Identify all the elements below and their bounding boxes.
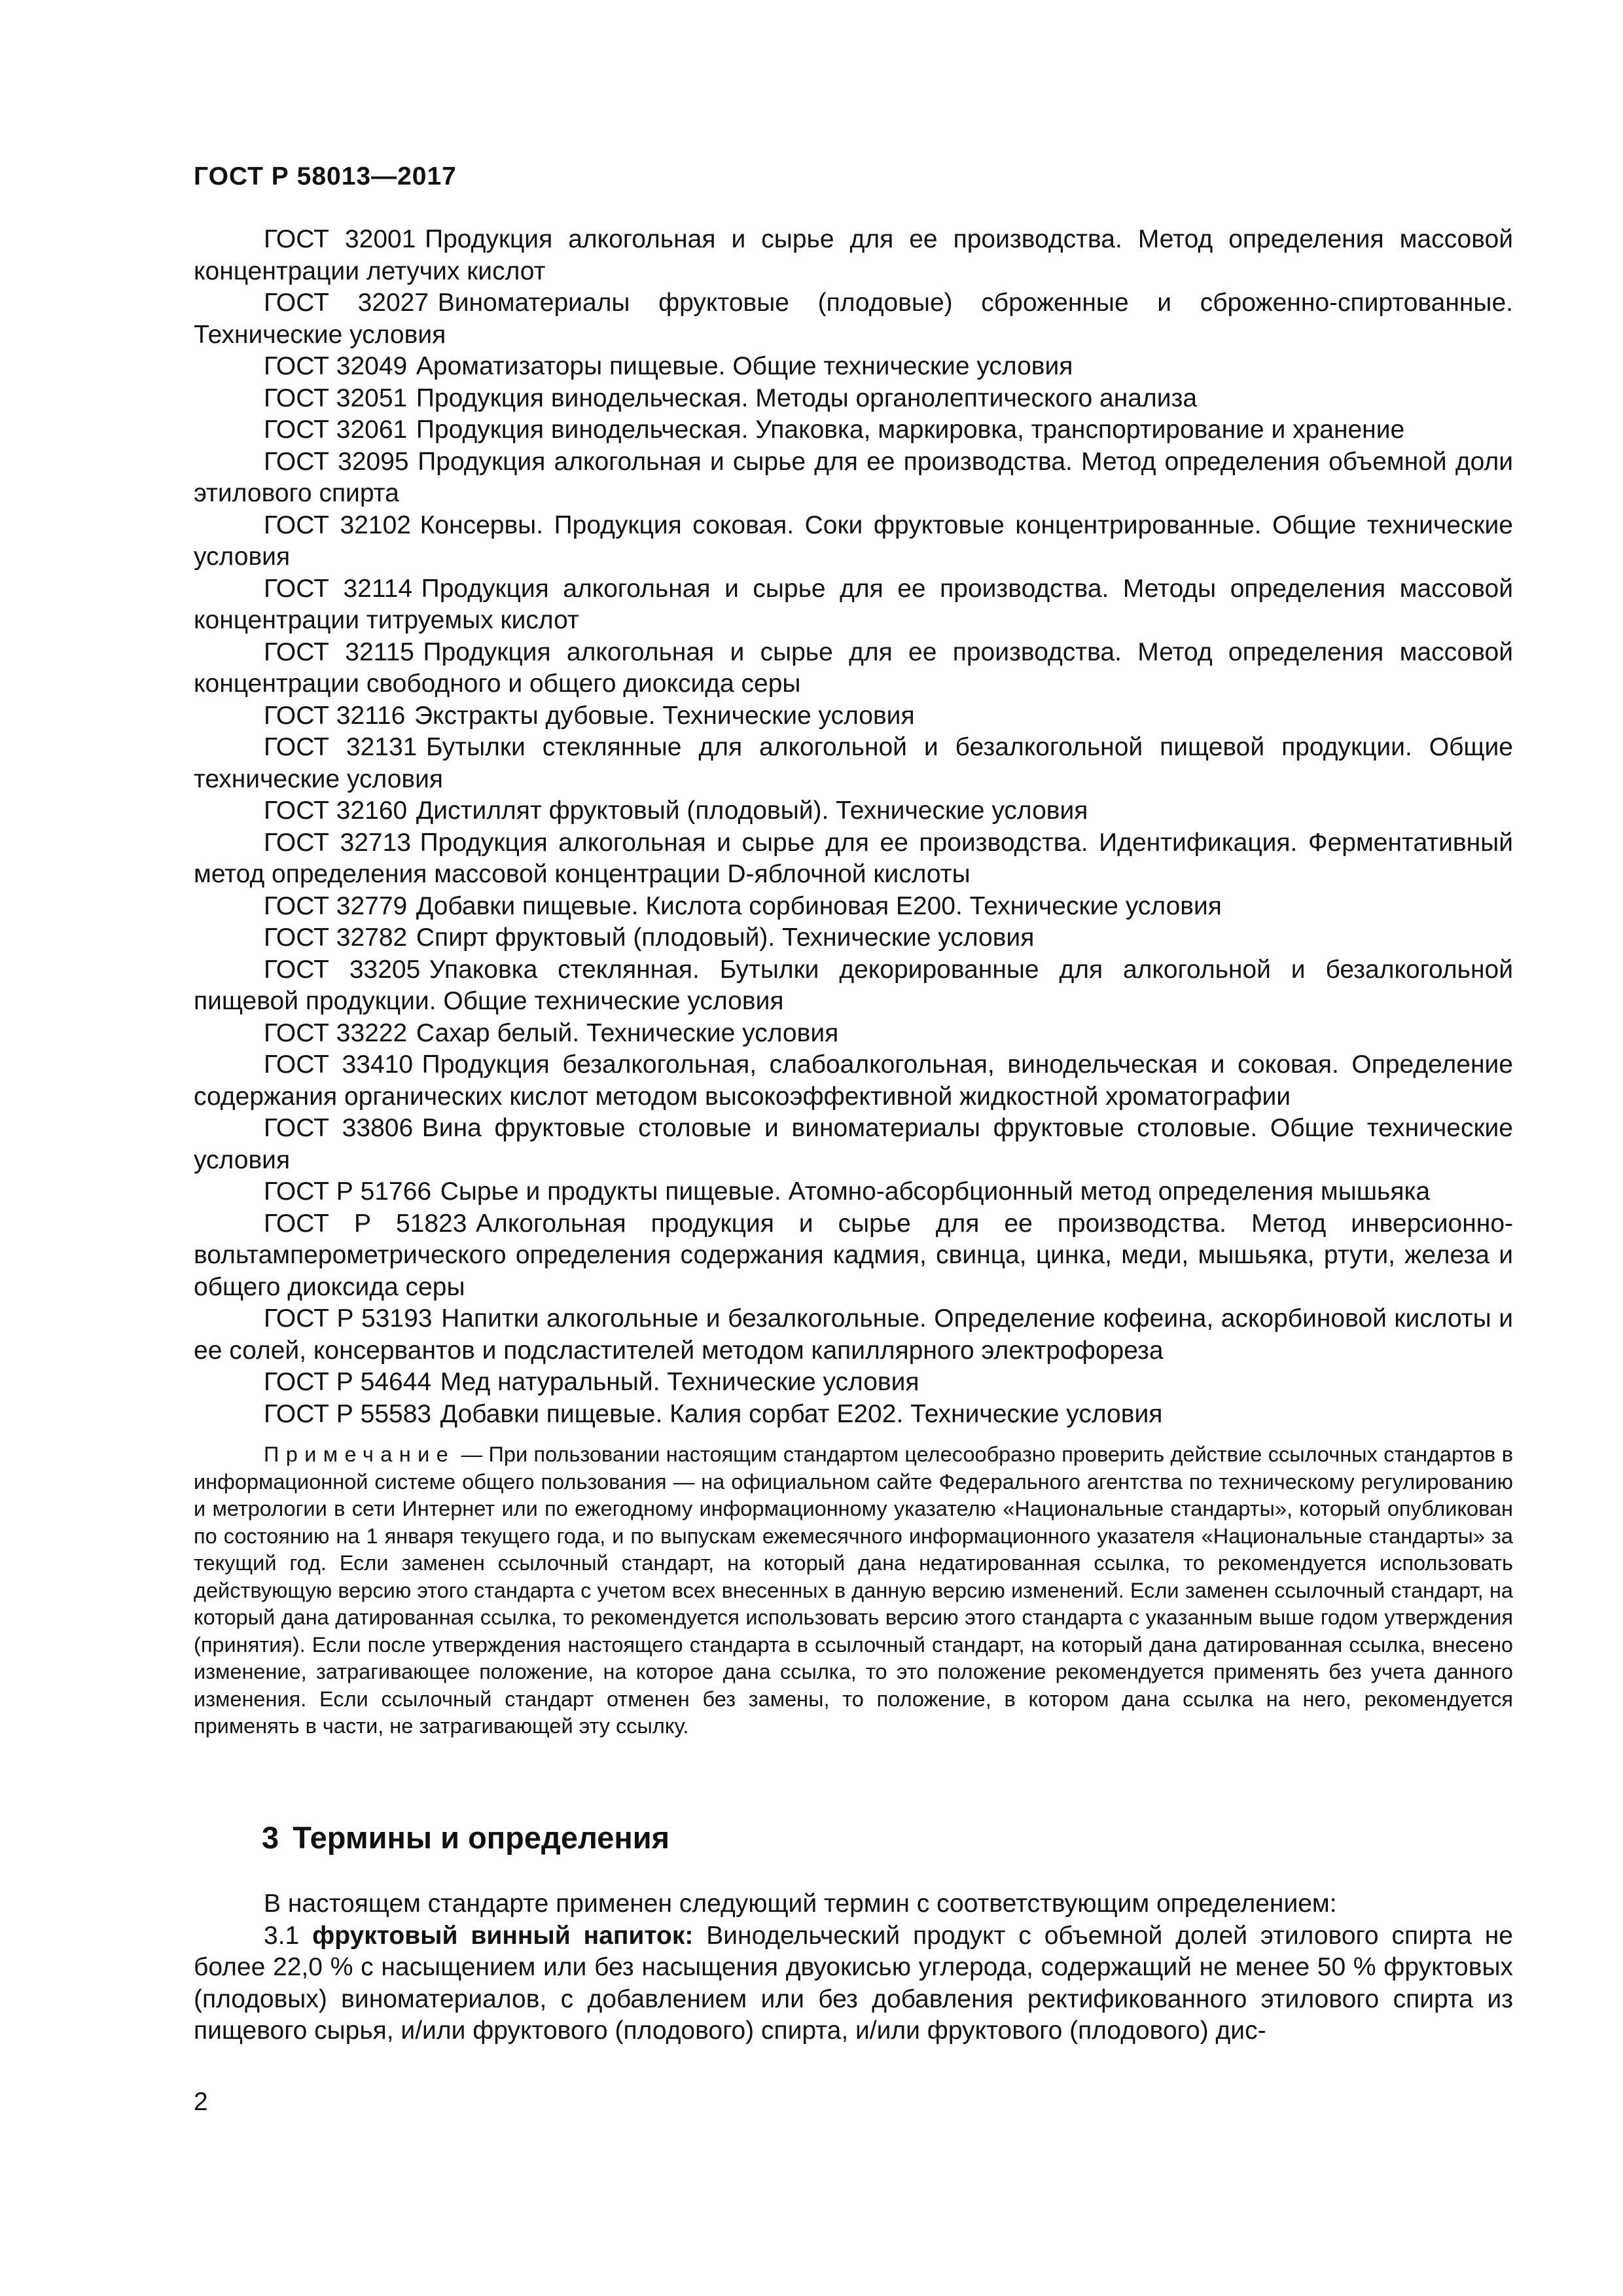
reference-code: ГОСТ 32116 [264, 701, 406, 730]
section-body [194, 1888, 1513, 2047]
defined-term: фруктовый винный напиток: [312, 1921, 694, 1950]
reference-entry [194, 573, 1513, 637]
definition-clause [194, 1920, 1513, 2047]
reference-title: Мед натуральный. Технические условия [440, 1368, 919, 1396]
reference-entry [194, 827, 1513, 891]
section-title: Термины и определения [293, 1820, 670, 1855]
note-paragraph [194, 1441, 1513, 1740]
reference-title: Консервы. Продукция соковая. Соки фруктовые концентрированные. Общие технические условия [194, 511, 1514, 571]
section-heading [262, 1820, 669, 1856]
reference-code: ГОСТ 32115 [264, 637, 414, 666]
reference-entry [194, 954, 1513, 1018]
reference-entry [194, 1113, 1513, 1176]
reference-title: Добавки пищевые. Калия сорбат Е202. Технические условия [440, 1399, 1163, 1428]
reference-entry [194, 1367, 1513, 1399]
reference-code: ГОСТ 33410 [264, 1050, 414, 1079]
reference-title: Вина фруктовые столовые и виноматериалы фруктовые столовые. Общие технические условия [194, 1114, 1513, 1174]
reference-title: Бутылки стеклянные для алкогольной и безалкогольной пищевой продукции. Общие технические условия [194, 733, 1513, 793]
reference-entry [194, 1176, 1513, 1208]
reference-code: ГОСТ Р 51766 [264, 1177, 432, 1206]
reference-code: ГОСТ Р 53193 [264, 1304, 433, 1333]
reference-code: ГОСТ 32001 [264, 225, 416, 253]
reference-title: Виноматериалы фруктовые (плодовые) сброженные и сброженно-спиртованные. Технические условия [194, 289, 1513, 349]
reference-code: ГОСТ 32782 [264, 924, 408, 952]
reference-entry [194, 446, 1513, 510]
reference-title: Добавки пищевые. Кислота сорбиновая Е200. Технические условия [416, 891, 1222, 920]
reference-code: ГОСТ 32027 [264, 289, 429, 317]
reference-title: Дистиллят фруктовый (плодовый). Технические условия [416, 797, 1088, 825]
reference-code: ГОСТ 33806 [264, 1114, 414, 1142]
reference-entry [194, 1399, 1513, 1431]
reference-entry [194, 224, 1513, 287]
reference-code: ГОСТ 32713 [264, 828, 411, 857]
reference-code: ГОСТ 32051 [264, 384, 408, 412]
reference-entry [194, 287, 1513, 351]
reference-entry [194, 1049, 1513, 1113]
section-intro: В настоящем стандарте применен следующий термин с соответствующим определением: [264, 1890, 1337, 1918]
note-text: — При пользовании настоящим стандартом целесообразно проверить действие ссылочных стандартов в информационной системе общего пользования — на официальном сайте Федерального агентства по техническому регулированию и метрологии в сети Интернет или по ежегодному информационному указателю «Национальные стандарты», который опубликован по состоянию на 1 января текущего года, и по выпускам ежемесячного информационного указателя «Национальные стандарты» за текущий год. Если заменен ссылочный стандарт, на который дана недатированная ссылка, то рекомендуется использовать действующую версию этого стандарта с учетом всех внесенных в данную версию изменений. Если заменен ссылочный стандарт, на который дана датированная ссылка, то рекомендуется использовать версию этого стандарта с указанным выше годом утверждения (принятия). Если после утверждения настоящего стандарта в ссылочный стандарт, на который дана датированная ссылка, внесено изменение, затрагивающее положение, на которое дана ссылка, то это положение рекомендуется применять без учета данного изменения. Если ссылочный стандарт отменен без замены, то положение, в котором дана ссылка на него, рекомендуется применять в части, не затрагивающей эту ссылку. [194, 1443, 1513, 1738]
term-definition: Винодельческий продукт с объемной долей этилового спирта не более 22,0 % с насыщением или без насыщения двуокисью углерода, содержащий не менее 50 % фруктовых (плодовых) виноматериалов, с добавлением или без добавления ректификованного этилового спирта из пищевого сырья, и/или фруктового (плодового) спирта, и/или фруктового (плодового) дис- [194, 1921, 1513, 2045]
reference-entry [194, 637, 1513, 700]
reference-entry [194, 1303, 1513, 1367]
reference-code: ГОСТ 32095 [264, 447, 409, 476]
page-number: 2 [194, 2088, 208, 2116]
reference-title: Спирт фруктовый (плодовый). Технические условия [416, 924, 1035, 952]
reference-title: Продукция алкогольная и сырье для ее производства. Метод определения массовой концентрации летучих кислот [194, 225, 1513, 285]
reference-code: ГОСТ 32131 [264, 733, 418, 761]
reference-code: ГОСТ 33222 [264, 1018, 408, 1047]
section-number: 3 [262, 1820, 279, 1855]
reference-code: ГОСТ 32049 [264, 352, 408, 380]
reference-code: ГОСТ Р 55583 [264, 1399, 432, 1428]
reference-title: Продукция винодельческая. Методы органолептического анализа [416, 384, 1198, 412]
reference-entry [194, 351, 1513, 383]
reference-title: Напитки алкогольные и безалкогольные. Определение кофеина, аскорбиновой кислоты и ее солей, консервантов и подсластителей методом капиллярного электрофореза [194, 1304, 1513, 1365]
reference-code: ГОСТ Р 54644 [264, 1368, 432, 1396]
reference-code: ГОСТ 32061 [264, 416, 408, 444]
reference-entry [194, 383, 1513, 415]
reference-title: Упаковка стеклянная. Бутылки декорированные для алкогольной и безалкогольной пищевой продукции. Общие технические условия [194, 955, 1513, 1015]
reference-code: ГОСТ Р 51823 [264, 1209, 467, 1238]
reference-title: Продукция алкогольная и сырье для ее производства. Метод определения массовой концентрации свободного и общего диоксида серы [194, 637, 1513, 698]
reference-title: Ароматизаторы пищевые. Общие технические условия [416, 352, 1073, 380]
note-label: Примечание [264, 1443, 455, 1466]
reference-title: Продукция алкогольная и сырье для ее производства. Методы определения массовой концентрации титруемых кислот [194, 574, 1513, 634]
reference-code: ГОСТ 32102 [264, 511, 411, 539]
reference-code: ГОСТ 33205 [264, 955, 421, 984]
reference-entry [194, 1018, 1513, 1050]
document-header: ГОСТ Р 58013—2017 [194, 162, 457, 190]
reference-entry [194, 1208, 1513, 1304]
reference-entry [194, 700, 1513, 732]
reference-entry [194, 510, 1513, 573]
reference-title: Сырье и продукты пищевые. Атомно-абсорбционный метод определения мышьяка [440, 1177, 1431, 1206]
reference-title: Продукция безалкогольная, слабоалкогольная, винодельческая и соковая. Определение содержания органических кислот методом высокоэффективной жидкостной хроматографии [194, 1050, 1513, 1111]
reference-entry [194, 922, 1513, 954]
reference-title: Алкогольная продукция и сырье для ее производства. Метод инверсионно-вольтамперометрического определения содержания кадмия, свинца, цинка, меди, мышьяка, ртути, железа и общего диоксида серы [194, 1209, 1514, 1301]
reference-title: Продукция алкогольная и сырье для ее производства. Идентификация. Ферментативный метод определения массовой концентрации D-яблочной кислоты [194, 828, 1514, 888]
reference-title: Продукция винодельческая. Упаковка, маркировка, транспортирование и хранение [416, 416, 1405, 444]
clause-number: 3.1 [264, 1921, 300, 1950]
reference-title: Сахар белый. Технические условия [416, 1018, 839, 1047]
reference-title: Продукция алкогольная и сырье для ее производства. Метод определения объемной доли этилового спирта [194, 447, 1513, 507]
reference-entry [194, 414, 1513, 446]
reference-entry [194, 732, 1513, 795]
reference-entry [194, 795, 1513, 827]
reference-code: ГОСТ 32160 [264, 797, 408, 825]
reference-title: Экстракты дубовые. Технические условия [414, 701, 915, 730]
normative-references-list [194, 224, 1513, 1430]
reference-code: ГОСТ 32114 [264, 574, 413, 603]
reference-entry [194, 891, 1513, 923]
reference-code: ГОСТ 32779 [264, 891, 408, 920]
